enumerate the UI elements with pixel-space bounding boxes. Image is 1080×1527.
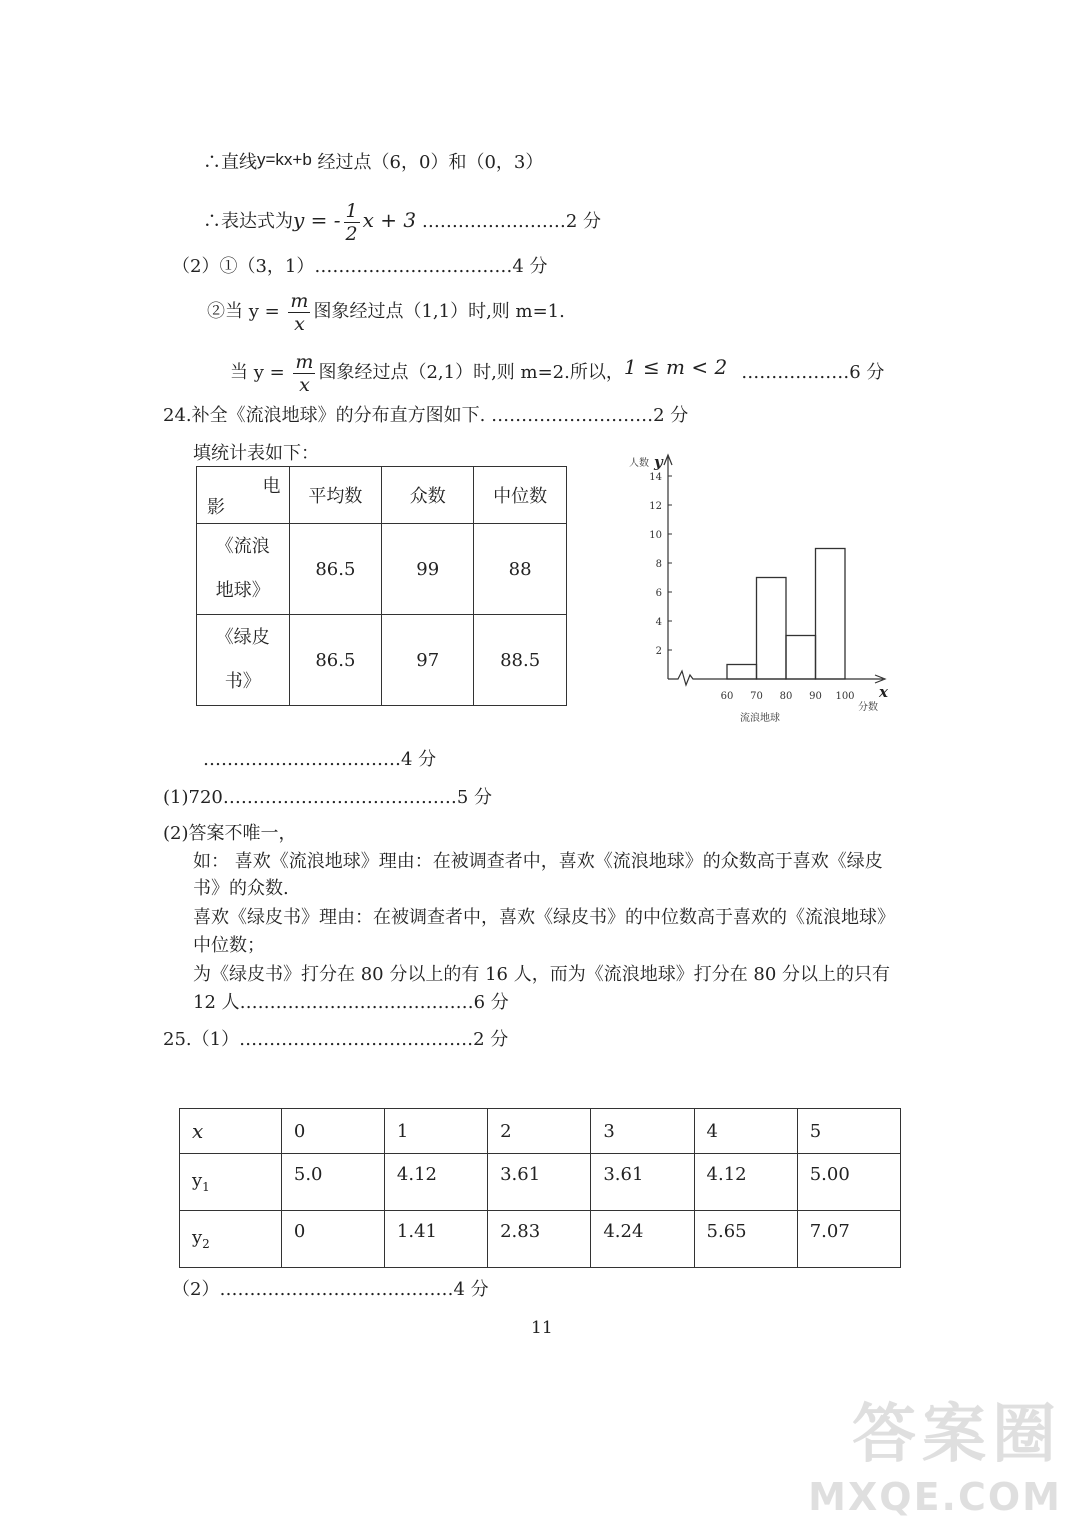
cell: 2 [488,1109,591,1154]
row-label-y1 [180,1154,282,1211]
histogram-chart [615,445,905,735]
header-median: 中位数 [474,467,567,524]
row-name [197,524,290,615]
subscript: 2 [202,1237,210,1251]
y-tick-label: 4 [655,617,662,628]
row-label-y2 [180,1211,282,1268]
table-row [197,524,567,615]
answer-2: (2)答案不唯一， [163,823,297,844]
x-axis-label: 分数 [858,702,878,713]
equation-rhs: x + 3 [362,208,417,232]
numerator: m [295,350,314,373]
table-row [197,615,567,706]
line-2 [203,195,601,247]
header-mean: 平均数 [289,467,382,524]
row-name [197,615,290,706]
label: y [192,1227,203,1248]
header-mode: 众数 [382,467,474,524]
watermark [808,1383,1062,1519]
cell: 88.5 [474,615,567,706]
reason-line-2: 书》的众数. [193,878,289,899]
fraction [344,200,360,245]
x-axis-line [668,671,883,685]
cell: 0 [281,1211,384,1268]
cell: 1 [384,1109,487,1154]
chart-caption: 流浪地球 [740,713,780,724]
corner-bottom: 影 [207,497,225,518]
table-row [180,1211,901,1268]
x-axis-letter: x [879,683,888,701]
xy-table [179,1108,901,1268]
text: ∴表达式为 [203,211,293,232]
line-1 [203,148,543,175]
histogram-bar [786,636,816,680]
name-bottom: 书》 [224,671,261,692]
y-tick-label: 8 [655,559,662,570]
chart-bars [727,549,845,680]
fraction [288,290,310,335]
subscript: 1 [202,1180,210,1194]
y-axis-label: 人数 [629,458,649,469]
label: y [192,1170,203,1191]
corner-cell [197,467,290,524]
line-4 [207,287,565,337]
text: ②当 y = [207,301,286,322]
line-5 [230,342,884,398]
cell: 5 [797,1109,900,1154]
name-bottom: 地球》 [215,580,270,601]
reason-line-3: 喜欢《绿皮书》理由：在被调查者中，喜欢《绿皮书》的中位数高于喜欢的《流浪地球》 [193,907,895,928]
equation-text: y=kx+b [257,150,312,169]
cell: 3 [591,1109,694,1154]
cell: 5.65 [694,1211,797,1268]
numerator: 1 [345,199,358,222]
watermark-line-2: MXQE.COM [808,1475,1062,1519]
question-25-part-2: （2）…………………………………4 分 [172,1279,489,1300]
cell: 4 [694,1109,797,1154]
text: 图象经过点（1,1）时,则 m=1. [313,301,565,322]
denominator: 2 [345,222,358,245]
watermark-line-1: 答案圈 [852,1398,1062,1472]
row-label-x: x [180,1109,282,1154]
reason-line-4: 中位数； [193,935,265,956]
text: ∴直线 [203,152,257,173]
name-top: 《流浪 [215,536,270,557]
y-tick-label: 2 [655,646,662,657]
table-intro: 填统计表如下： [193,443,319,464]
cell: 86.5 [289,524,382,615]
cell: 86.5 [289,615,382,706]
fraction [293,351,315,396]
cell: 97 [382,615,474,706]
text: 图象经过点（2,1）时,则 m=2.所以， [318,362,624,383]
cell: 2.83 [488,1211,591,1268]
reason-line-5: 为《绿皮书》打分在 80 分以上的有 16 人，而为《流浪地球》打分在 80 分以上的只有 [193,964,891,985]
stats-table [196,466,567,706]
denominator: x [294,312,305,335]
question-25: 25.（1）…………………………………2 分 [163,1029,509,1050]
chart-axes [664,455,885,685]
table-row [180,1154,901,1211]
line-3: （2）①（3，1）……………………………4 分 [172,256,548,277]
cell: 4.12 [384,1154,487,1211]
cell: 0 [281,1109,384,1154]
text: 经过点（6，0）和（0，3） [311,152,544,173]
cell: 4.12 [694,1154,797,1211]
histogram-bar [757,578,787,680]
name-top: 《绿皮 [215,627,270,648]
equation-lhs: y = - [293,208,341,232]
cell: 3.61 [591,1154,694,1211]
y-tick-label: 10 [649,530,662,541]
numerator: m [290,289,309,312]
y-tick-label: 14 [649,472,662,483]
y-tick-label: 6 [655,588,662,599]
y-tick-label: 12 [649,501,662,512]
table-row [180,1109,901,1154]
denominator: x [299,373,310,396]
x-tick-label: 90 [809,691,822,702]
reason-line-6: 12 人…………………………………6 分 [193,992,509,1013]
histogram-bar [816,549,846,680]
cell: 88 [474,524,567,615]
page-number: 11 [531,1318,553,1338]
histogram-bar [727,665,757,680]
inequality: 1 ≤ m < 2 [623,355,728,379]
cell: 1.41 [384,1211,487,1268]
cell: 3.61 [488,1154,591,1211]
corner-top: 电 [262,476,281,497]
score-text: ………………6 分 [741,362,885,383]
answer-1: (1)720…………………………………5 分 [163,787,493,808]
y-axis-letter: y [654,453,663,471]
cell: 7.07 [797,1211,900,1268]
cell: 5.0 [281,1154,384,1211]
score-line-4: ……………………………4 分 [203,749,437,770]
cell: 99 [382,524,474,615]
cell: 4.24 [591,1211,694,1268]
line-24: 24.补全《流浪地球》的分布直方图如下. ………………………2 分 [163,405,689,426]
text: 当 y = [230,362,291,383]
x-tick-label: 70 [750,691,763,702]
x-tick-label: 100 [835,691,855,702]
x-tick-label: 80 [779,691,793,702]
cell: 5.00 [797,1154,900,1211]
score-text: ……………………2 分 [416,211,602,232]
x-tick-label: 60 [720,691,734,702]
reason-line-1: 如： 喜欢《流浪地球》理由：在被调查者中，喜欢《流浪地球》的众数高于喜欢《绿皮 [193,851,883,872]
